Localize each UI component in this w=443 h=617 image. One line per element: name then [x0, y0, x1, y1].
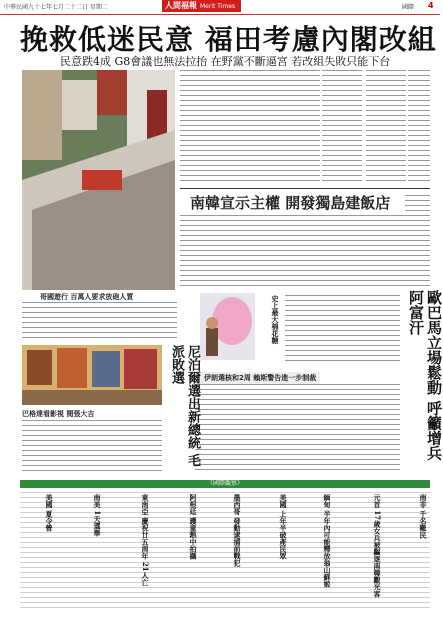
iran-article-text: [195, 384, 400, 472]
obama-article-text: [405, 195, 430, 287]
crowd-article-text: [22, 302, 177, 338]
bottom-col-2: 緬甸 半年內可能釋放翁山蘇姬: [323, 494, 332, 588]
masthead-en: Merit Times: [200, 3, 236, 10]
lead-text-col-1: [322, 70, 362, 185]
cotton-candy-photo: [200, 293, 255, 360]
bottom-col-3: 美國 上年半破產民眾: [279, 494, 288, 560]
korea-headline: 南韓宣示主權 開發獨島建飯店: [190, 194, 391, 212]
bottom-col-4: 墨西哥 發動逮捕前戰犯: [233, 494, 242, 567]
lead-headline: 挽救低迷民意 福田考慮內閣改組: [20, 23, 437, 56]
crowd-photo: [22, 70, 175, 290]
issue-date: 中華民國九十七年七月二十二日 星期二: [4, 4, 108, 11]
movie-article-text: [22, 420, 162, 472]
bottom-col-0: 南非 千名難民: [419, 494, 428, 539]
bottom-col-6: 東南亞 慶祝廿五周年 21人亡: [141, 494, 150, 586]
bottom-col-5: 阿根廷 護童熱中拍攝: [189, 494, 198, 560]
page-number: 4: [428, 1, 434, 10]
masthead-title: 人間福報: [165, 1, 197, 10]
observation-bar: 《國際觀察》: [20, 480, 430, 488]
cotton-candy-title: 史上最大棉花糖: [271, 295, 280, 344]
lead-subhead: 民意跌4成 G8會議也無法拉抬 在野黨不斷逼宮 若改組失敗只能下台: [60, 55, 391, 68]
lead-text-col-2: [366, 70, 406, 185]
bottom-col-1: 元首 17歲女兵被驅逐南韓觀光客: [373, 494, 382, 598]
section-label: 國際: [402, 4, 415, 11]
iran-subhead: 伊朗選核和2周 賴斯警告進一步制裁: [200, 372, 320, 384]
lead-text-col-3: [408, 70, 430, 185]
middle-text: [180, 70, 320, 185]
bottom-news-text: [20, 492, 430, 612]
bottom-col-7: 南美 1天選舉: [93, 494, 102, 537]
nepal-headline: 尼泊爾選出新總統 毛派敗選: [169, 345, 200, 467]
masthead: [162, 0, 241, 12]
crowd-photo-caption: 哥國遊行 百萬人要求放砲人質: [40, 293, 134, 301]
divider: [180, 188, 430, 189]
bottom-col-8: 美國 夏令營: [45, 494, 54, 532]
cotton-candy-text: [285, 295, 400, 365]
movie-photo: [22, 345, 162, 405]
korea-article-text: [180, 215, 405, 290]
movie-photo-caption: 巴格達看影視 閱張大吉: [22, 410, 95, 418]
obama-headline: 歐巴馬立場鬆動 呼籲增兵阿富汗: [407, 290, 443, 461]
